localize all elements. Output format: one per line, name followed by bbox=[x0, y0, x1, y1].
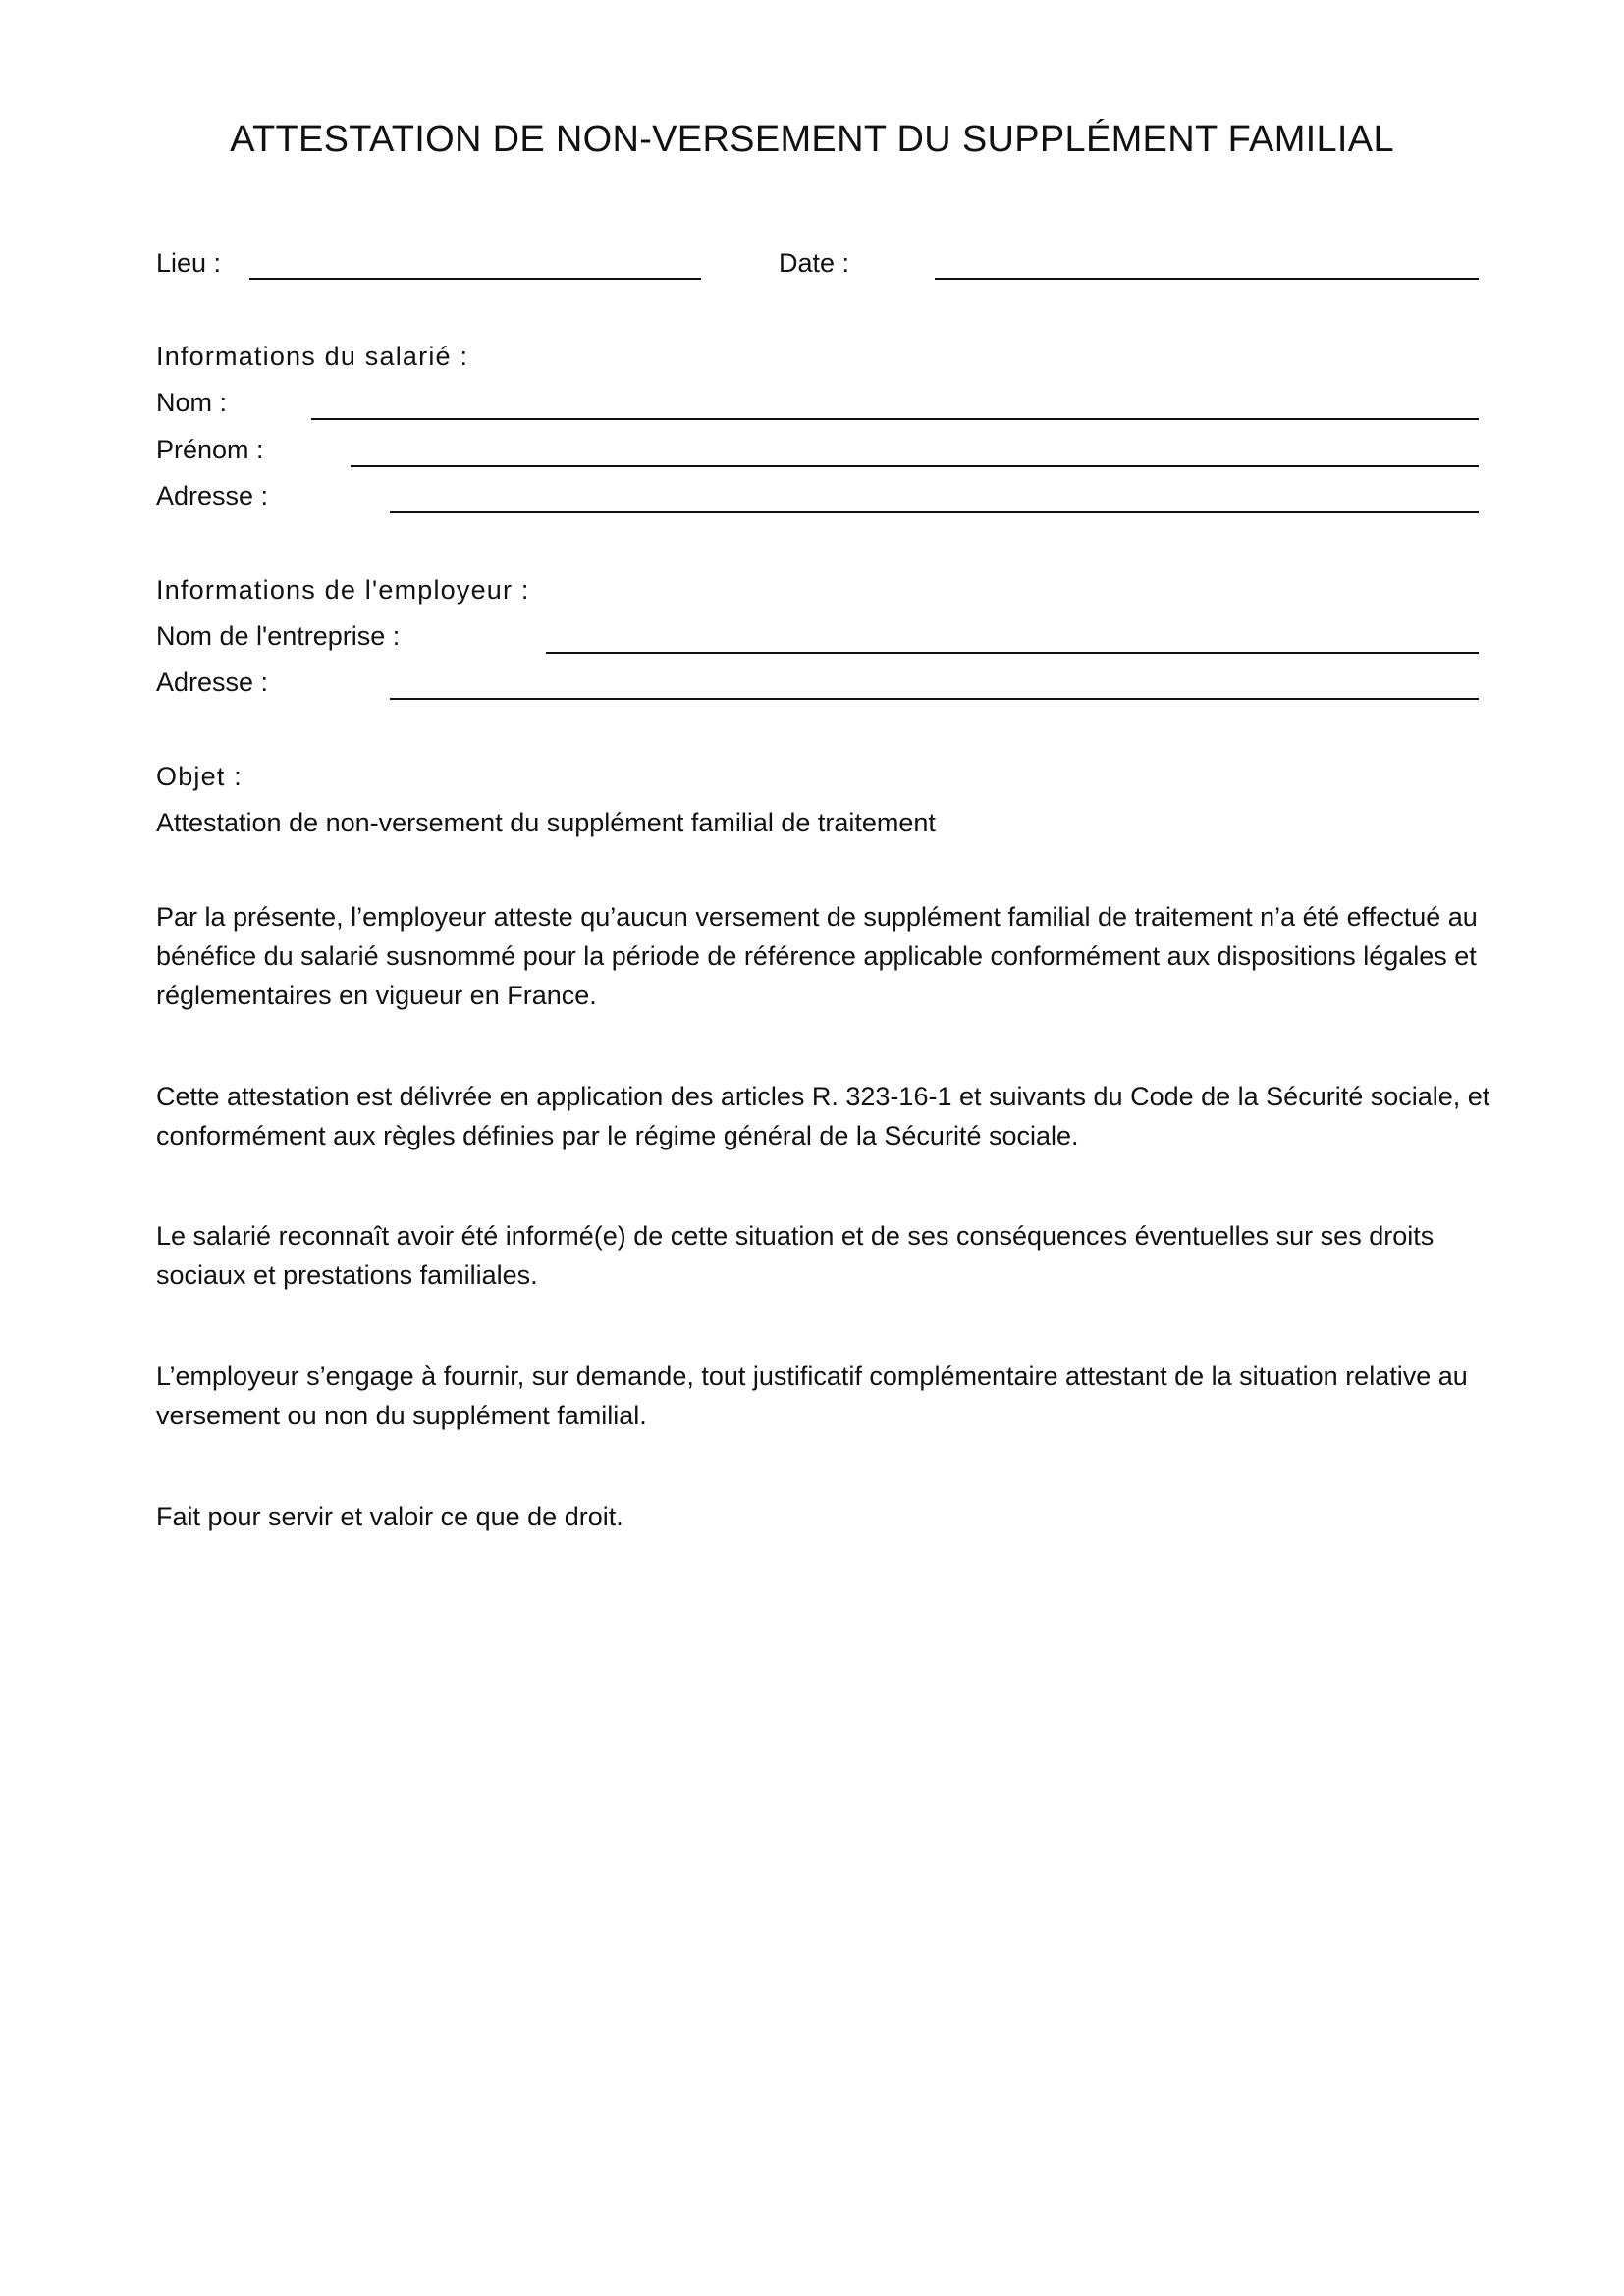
lieu-field-line[interactable] bbox=[249, 278, 701, 280]
body-paragraph-2: Cette attestation est délivrée en application des articles R. 323-16-1 et suivants du Code de la Sécurité sociale, et conformément aux règles définies par le régime général de la Sécurité sociale. bbox=[156, 1082, 1490, 1150]
body-paragraph-4: L’employeur s’engage à fournir, sur demande, tout justificatif complémentaire attestant de la situation relative au versement ou non du supplément familial. bbox=[156, 1362, 1468, 1430]
employer-adresse-field-line[interactable] bbox=[390, 698, 1479, 700]
objet-label: Objet : bbox=[156, 762, 243, 791]
employee-adresse-label: Adresse : bbox=[156, 481, 269, 510]
employee-adresse-field-line[interactable] bbox=[390, 511, 1479, 513]
employee-nom-field-line[interactable] bbox=[311, 418, 1479, 420]
employee-nom-label: Nom : bbox=[156, 388, 228, 417]
employee-section-heading: Informations du salarié : bbox=[156, 342, 469, 371]
body-paragraph-1: Par la présente, l’employeur atteste qu’aucun versement de supplément familial de traitement n’a été effectué au bénéfice du salarié susnommé pour la période de référence applicable conformément aux dispositions légales et réglementaires en vigueur en France. bbox=[156, 902, 1478, 1010]
employee-prenom-label: Prénom : bbox=[156, 435, 264, 464]
lieu-label: Lieu : bbox=[156, 248, 222, 278]
employee-prenom-field-line[interactable] bbox=[351, 465, 1479, 467]
employer-section-heading: Informations de l'employeur : bbox=[156, 575, 530, 605]
body-paragraph-3: Le salarié reconnaît avoir été informé(e) de cette situation et de ses conséquences éventuelles sur ses droits sociaux et prestations familiales. bbox=[156, 1221, 1435, 1290]
closing-statement: Fait pour servir et valoir ce que de droit. bbox=[156, 1502, 623, 1531]
employer-entreprise-label: Nom de l'entreprise : bbox=[156, 621, 401, 651]
employer-adresse-label: Adresse : bbox=[156, 667, 269, 697]
date-field-line[interactable] bbox=[935, 278, 1479, 280]
objet-text: Attestation de non-versement du supplément familial de traitement bbox=[156, 808, 936, 837]
document-title: ATTESTATION DE NON-VERSEMENT DU SUPPLÉMENT FAMILIAL bbox=[230, 119, 1394, 160]
date-label: Date : bbox=[779, 248, 850, 278]
employer-entreprise-field-line[interactable] bbox=[546, 652, 1479, 654]
